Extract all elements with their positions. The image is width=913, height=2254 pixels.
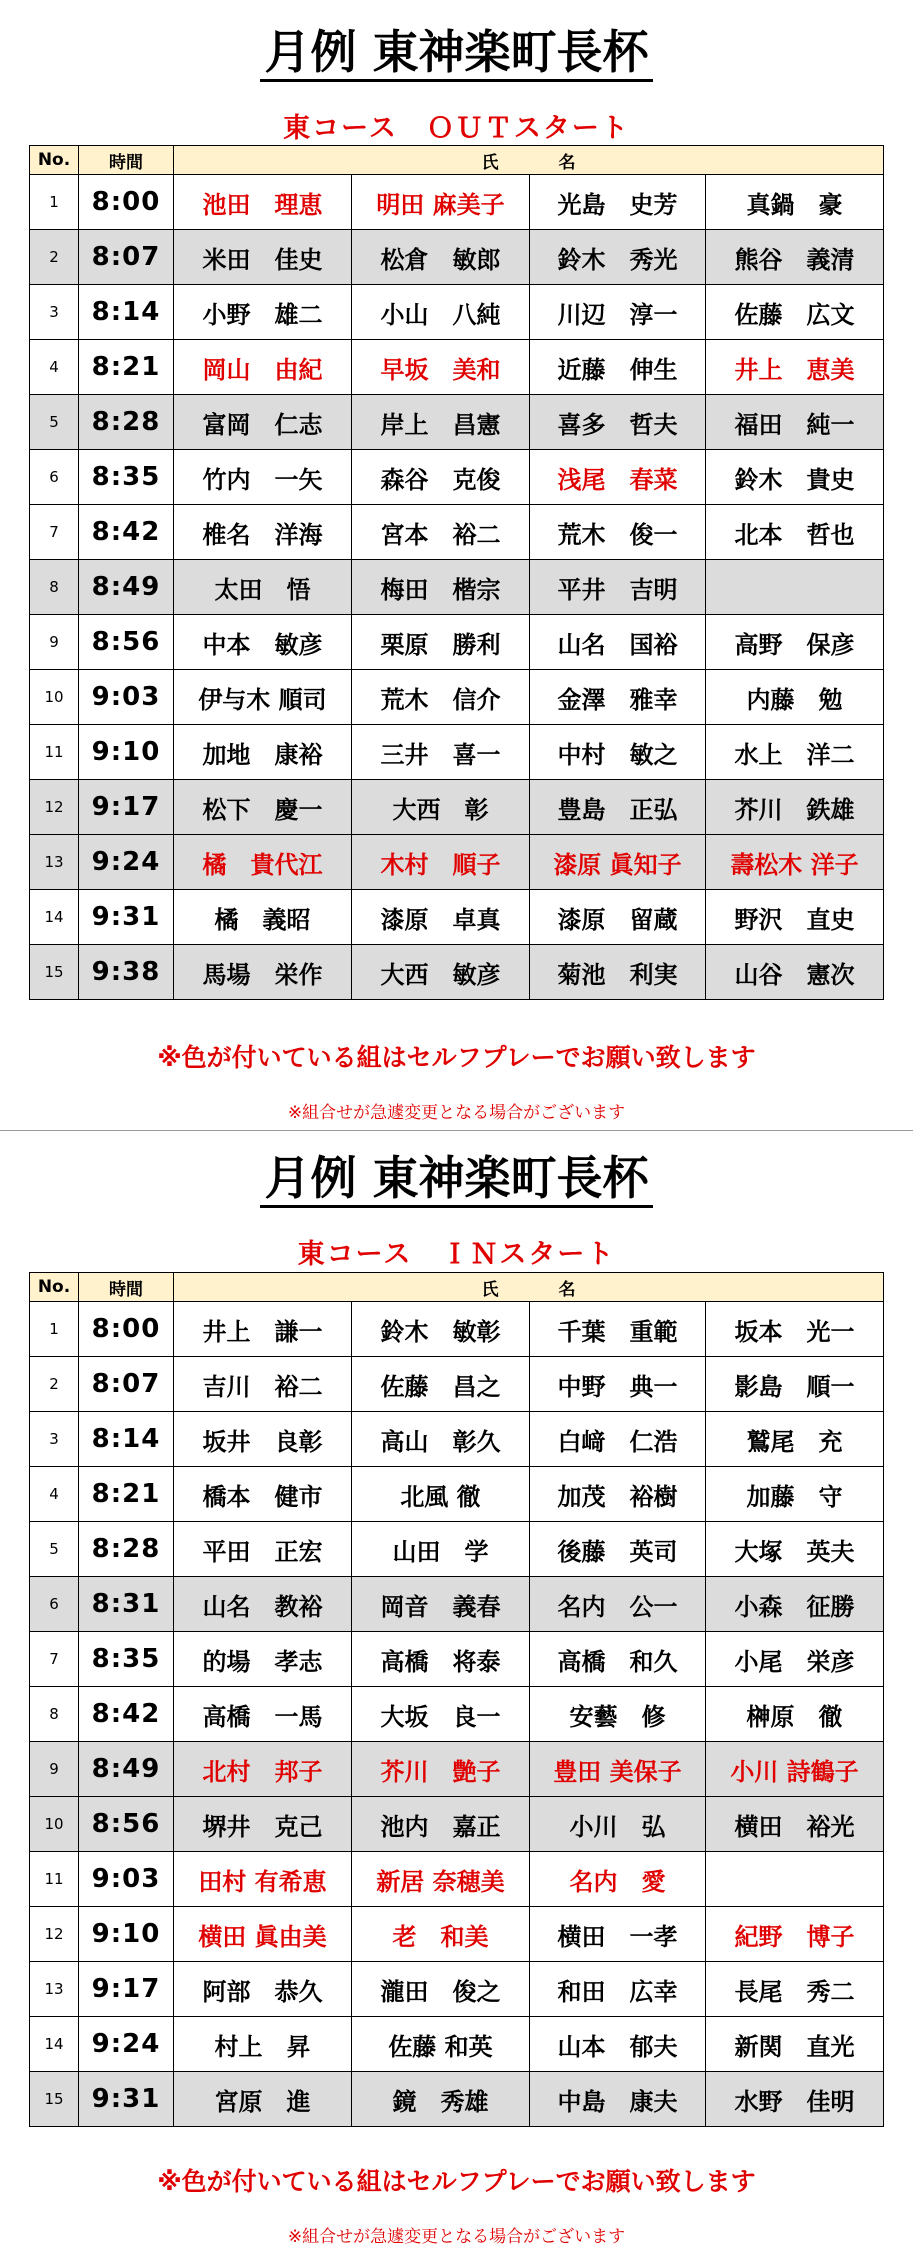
player-name: 加地 康裕 bbox=[174, 725, 352, 780]
tee-time: 8:35 bbox=[79, 450, 174, 505]
group-number: 8 bbox=[30, 1687, 79, 1742]
player-name: 大西 敏彦 bbox=[352, 945, 530, 1000]
table-row bbox=[30, 560, 884, 615]
table-row bbox=[30, 340, 884, 395]
group-number: 11 bbox=[30, 725, 79, 780]
player-name: 新居 奈穂美 bbox=[352, 1852, 530, 1907]
tee-time: 9:38 bbox=[79, 945, 174, 1000]
player-name: 坂井 良彰 bbox=[174, 1412, 352, 1467]
player-name: 菊池 利実 bbox=[530, 945, 706, 1000]
tee-time: 9:03 bbox=[79, 670, 174, 725]
group-number: 14 bbox=[30, 2017, 79, 2072]
group-number: 15 bbox=[30, 945, 79, 1000]
player-name: 近藤 伸生 bbox=[530, 340, 706, 395]
tee-time: 8:31 bbox=[79, 1577, 174, 1632]
player-name: 大西 彰 bbox=[352, 780, 530, 835]
player-name: 榊原 徹 bbox=[706, 1687, 884, 1742]
tee-time: 8:14 bbox=[79, 285, 174, 340]
player-name: 岡音 義春 bbox=[352, 1577, 530, 1632]
group-number: 9 bbox=[30, 615, 79, 670]
group-number: 9 bbox=[30, 1742, 79, 1797]
player-name: 福田 純一 bbox=[706, 395, 884, 450]
player-name: 宮原 進 bbox=[174, 2072, 352, 2127]
header-name: 氏名 bbox=[174, 146, 884, 175]
group-number: 7 bbox=[30, 1632, 79, 1687]
group-number: 5 bbox=[30, 395, 79, 450]
player-name: 松下 慶一 bbox=[174, 780, 352, 835]
player-name: 豊田 美保子 bbox=[530, 1742, 706, 1797]
group-number: 12 bbox=[30, 1907, 79, 1962]
player-name: 豊島 正弘 bbox=[530, 780, 706, 835]
player-name: 老 和美 bbox=[352, 1907, 530, 1962]
player-name: 紀野 博子 bbox=[706, 1907, 884, 1962]
table-row bbox=[30, 285, 884, 340]
player-name: 北本 哲也 bbox=[706, 505, 884, 560]
group-number: 2 bbox=[30, 230, 79, 285]
player-name: 中村 敏之 bbox=[530, 725, 706, 780]
table-row bbox=[30, 1632, 884, 1687]
player-name: 安藝 修 bbox=[530, 1687, 706, 1742]
group-number: 13 bbox=[30, 835, 79, 890]
tee-time: 8:28 bbox=[79, 1522, 174, 1577]
player-name: 三井 喜一 bbox=[352, 725, 530, 780]
tee-time: 8:21 bbox=[79, 340, 174, 395]
player-name: 吉川 裕二 bbox=[174, 1357, 352, 1412]
player-name: 金澤 雅幸 bbox=[530, 670, 706, 725]
group-number: 1 bbox=[30, 175, 79, 230]
player-name: 村上 昇 bbox=[174, 2017, 352, 2072]
player-name: 壽松木 洋子 bbox=[706, 835, 884, 890]
group-number: 1 bbox=[30, 1302, 79, 1357]
player-name: 鈴木 貴史 bbox=[706, 450, 884, 505]
group-number: 11 bbox=[30, 1852, 79, 1907]
player-name: 小野 雄二 bbox=[174, 285, 352, 340]
player-name: 伊与木 順司 bbox=[174, 670, 352, 725]
player-name: 水野 佳明 bbox=[706, 2072, 884, 2127]
tee-time: 8:42 bbox=[79, 1687, 174, 1742]
player-name: 漆原 留蔵 bbox=[530, 890, 706, 945]
group-number: 12 bbox=[30, 780, 79, 835]
player-name: 高野 保彦 bbox=[706, 615, 884, 670]
group-number: 14 bbox=[30, 890, 79, 945]
change-note-out: ※組合せが急遽変更となる場合がございます bbox=[287, 1103, 626, 1123]
player-name: 高橋 一馬 bbox=[174, 1687, 352, 1742]
player-name: 芥川 鉄雄 bbox=[706, 780, 884, 835]
table-row bbox=[30, 1357, 884, 1412]
group-number: 10 bbox=[30, 1797, 79, 1852]
player-name: 高橋 和久 bbox=[530, 1632, 706, 1687]
group-number: 4 bbox=[30, 340, 79, 395]
tee-time: 9:31 bbox=[79, 890, 174, 945]
group-number: 4 bbox=[30, 1467, 79, 1522]
player-name: 佐藤 昌之 bbox=[352, 1357, 530, 1412]
player-name: 内藤 勉 bbox=[706, 670, 884, 725]
player-name: 野沢 直史 bbox=[706, 890, 884, 945]
player-name: 和田 広幸 bbox=[530, 1962, 706, 2017]
table-row bbox=[30, 1962, 884, 2017]
tee-sheet-out bbox=[29, 145, 884, 1000]
tee-time: 8:21 bbox=[79, 1467, 174, 1522]
self-play-note-out: ※色が付いている組はセルフプレーでお願い致します bbox=[157, 1043, 756, 1072]
player-name: 井上 謙一 bbox=[174, 1302, 352, 1357]
player-name: 池田 理恵 bbox=[174, 175, 352, 230]
table-row bbox=[30, 890, 884, 945]
player-name: 高橋 将泰 bbox=[352, 1632, 530, 1687]
self-play-note-in: ※色が付いている組はセルフプレーでお願い致します bbox=[157, 2167, 756, 2196]
table-row bbox=[30, 725, 884, 780]
player-name: 中野 典一 bbox=[530, 1357, 706, 1412]
group-number: 3 bbox=[30, 285, 79, 340]
table-row bbox=[30, 1302, 884, 1357]
tee-time: 8:28 bbox=[79, 395, 174, 450]
player-name: 栗原 勝利 bbox=[352, 615, 530, 670]
table-row bbox=[30, 1522, 884, 1577]
player-name: 橋本 健市 bbox=[174, 1467, 352, 1522]
player-name: 馬場 栄作 bbox=[174, 945, 352, 1000]
player-name: 米田 佳史 bbox=[174, 230, 352, 285]
table-row bbox=[30, 670, 884, 725]
player-name: 堺井 克己 bbox=[174, 1797, 352, 1852]
header-time: 時間 bbox=[79, 1273, 174, 1302]
player-name: 山本 郁夫 bbox=[530, 2017, 706, 2072]
player-name: 新関 直光 bbox=[706, 2017, 884, 2072]
player-name: 中本 敏彦 bbox=[174, 615, 352, 670]
player-name: 山田 学 bbox=[352, 1522, 530, 1577]
table-row bbox=[30, 2017, 884, 2072]
player-name: 長尾 秀二 bbox=[706, 1962, 884, 2017]
player-name: 早坂 美和 bbox=[352, 340, 530, 395]
table-row bbox=[30, 1412, 884, 1467]
player-name: 荒木 俊一 bbox=[530, 505, 706, 560]
table-row bbox=[30, 175, 884, 230]
player-name: 小川 詩鶴子 bbox=[706, 1742, 884, 1797]
player-name: 後藤 英司 bbox=[530, 1522, 706, 1577]
course-label-in: 東コース ＩＮスタート bbox=[297, 1239, 616, 1270]
player-name: 大坂 良一 bbox=[352, 1687, 530, 1742]
player-name: 山名 教裕 bbox=[174, 1577, 352, 1632]
player-name: 影島 順一 bbox=[706, 1357, 884, 1412]
course-label-out: 東コース ＯＵＴスタート bbox=[283, 113, 630, 144]
tee-time: 9:10 bbox=[79, 1907, 174, 1962]
group-number: 8 bbox=[30, 560, 79, 615]
table-row bbox=[30, 395, 884, 450]
group-number: 15 bbox=[30, 2072, 79, 2127]
player-name: 椎名 洋海 bbox=[174, 505, 352, 560]
tee-time: 8:00 bbox=[79, 1302, 174, 1357]
tee-time: 9:24 bbox=[79, 2017, 174, 2072]
player-name: 荒木 信介 bbox=[352, 670, 530, 725]
player-name: 田村 有希恵 bbox=[174, 1852, 352, 1907]
player-name: 岸上 昌憲 bbox=[352, 395, 530, 450]
table-row bbox=[30, 1797, 884, 1852]
table-row bbox=[30, 230, 884, 285]
header-no: No. bbox=[30, 1273, 79, 1302]
player-name: 水上 洋二 bbox=[706, 725, 884, 780]
page-title-out: 月例 東神楽町長杯 bbox=[0, 24, 913, 80]
player-name: 鈴木 敏彰 bbox=[352, 1302, 530, 1357]
player-name: 真鍋 豪 bbox=[706, 175, 884, 230]
group-number: 6 bbox=[30, 1577, 79, 1632]
tee-time: 9:10 bbox=[79, 725, 174, 780]
player-name: 千葉 重範 bbox=[530, 1302, 706, 1357]
player-name: 漆原 眞知子 bbox=[530, 835, 706, 890]
page-title-in: 月例 東神楽町長杯 bbox=[0, 1150, 913, 1206]
player-name: 横田 眞由美 bbox=[174, 1907, 352, 1962]
player-name: 光島 史芳 bbox=[530, 175, 706, 230]
section-divider bbox=[0, 1130, 913, 1131]
table-row bbox=[30, 1687, 884, 1742]
player-name: 横田 裕光 bbox=[706, 1797, 884, 1852]
player-name: 森谷 克俊 bbox=[352, 450, 530, 505]
group-number: 6 bbox=[30, 450, 79, 505]
tee-time: 8:14 bbox=[79, 1412, 174, 1467]
player-name: 梅田 楷宗 bbox=[352, 560, 530, 615]
player-name: 橘 貴代江 bbox=[174, 835, 352, 890]
player-name: 池内 嘉正 bbox=[352, 1797, 530, 1852]
player-name: 阿部 恭久 bbox=[174, 1962, 352, 2017]
tee-time: 8:07 bbox=[79, 1357, 174, 1412]
tee-time: 9:24 bbox=[79, 835, 174, 890]
player-name: 平田 正宏 bbox=[174, 1522, 352, 1577]
tee-time: 9:17 bbox=[79, 780, 174, 835]
table-row bbox=[30, 2072, 884, 2127]
tee-time: 8:49 bbox=[79, 1742, 174, 1797]
player-name: 瀧田 俊之 bbox=[352, 1962, 530, 2017]
player-name: 名内 公一 bbox=[530, 1577, 706, 1632]
table-row bbox=[30, 1577, 884, 1632]
table-row bbox=[30, 835, 884, 890]
player-name: 的場 孝志 bbox=[174, 1632, 352, 1687]
tee-time: 8:00 bbox=[79, 175, 174, 230]
player-name: 鷲尾 充 bbox=[706, 1412, 884, 1467]
player-name: 大塚 英夫 bbox=[706, 1522, 884, 1577]
tee-time: 9:17 bbox=[79, 1962, 174, 2017]
table-row bbox=[30, 1852, 884, 1907]
table-row bbox=[30, 505, 884, 560]
player-name: 宮本 裕二 bbox=[352, 505, 530, 560]
player-name: 白﨑 仁浩 bbox=[530, 1412, 706, 1467]
player-name: 小森 征勝 bbox=[706, 1577, 884, 1632]
player-name: 鈴木 秀光 bbox=[530, 230, 706, 285]
table-row bbox=[30, 1742, 884, 1797]
player-name: 中島 康夫 bbox=[530, 2072, 706, 2127]
group-number: 7 bbox=[30, 505, 79, 560]
tee-time: 8:49 bbox=[79, 560, 174, 615]
tee-time: 8:56 bbox=[79, 1797, 174, 1852]
player-name: 鏡 秀雄 bbox=[352, 2072, 530, 2127]
header-no: No. bbox=[30, 146, 79, 175]
player-name: 川辺 淳一 bbox=[530, 285, 706, 340]
tee-time: 8:35 bbox=[79, 1632, 174, 1687]
tee-sheet-in bbox=[29, 1272, 884, 2127]
player-name: 加藤 守 bbox=[706, 1467, 884, 1522]
player-name: 小川 弘 bbox=[530, 1797, 706, 1852]
group-number: 13 bbox=[30, 1962, 79, 2017]
header-name: 氏名 bbox=[174, 1273, 884, 1302]
table-row bbox=[30, 1467, 884, 1522]
group-number: 3 bbox=[30, 1412, 79, 1467]
player-name: 浅尾 春菜 bbox=[530, 450, 706, 505]
player-name: 加茂 裕樹 bbox=[530, 1467, 706, 1522]
player-name: 富岡 仁志 bbox=[174, 395, 352, 450]
player-name: 松倉 敏郎 bbox=[352, 230, 530, 285]
player-name: 太田 悟 bbox=[174, 560, 352, 615]
table-row bbox=[30, 945, 884, 1000]
player-name bbox=[706, 560, 884, 615]
tee-time: 8:07 bbox=[79, 230, 174, 285]
player-name: 小山 八純 bbox=[352, 285, 530, 340]
table-row bbox=[30, 780, 884, 835]
player-name: 竹内 一矢 bbox=[174, 450, 352, 505]
player-name: 明田 麻美子 bbox=[352, 175, 530, 230]
table-row bbox=[30, 450, 884, 505]
player-name: 岡山 由紀 bbox=[174, 340, 352, 395]
player-name: 芥川 艶子 bbox=[352, 1742, 530, 1797]
tee-time: 9:31 bbox=[79, 2072, 174, 2127]
change-note-in: ※組合せが急遽変更となる場合がございます bbox=[287, 2227, 626, 2247]
player-name: 小尾 栄彦 bbox=[706, 1632, 884, 1687]
player-name: 橘 義昭 bbox=[174, 890, 352, 945]
player-name: 北村 邦子 bbox=[174, 1742, 352, 1797]
player-name bbox=[706, 1852, 884, 1907]
player-name: 北風 徹 bbox=[352, 1467, 530, 1522]
player-name: 坂本 光一 bbox=[706, 1302, 884, 1357]
player-name: 佐藤 和英 bbox=[352, 2017, 530, 2072]
group-number: 5 bbox=[30, 1522, 79, 1577]
player-name: 横田 一孝 bbox=[530, 1907, 706, 1962]
header-time: 時間 bbox=[79, 146, 174, 175]
table-row bbox=[30, 1907, 884, 1962]
player-name: 平井 吉明 bbox=[530, 560, 706, 615]
group-number: 10 bbox=[30, 670, 79, 725]
table-row bbox=[30, 615, 884, 670]
player-name: 熊谷 義清 bbox=[706, 230, 884, 285]
tee-time: 8:42 bbox=[79, 505, 174, 560]
player-name: 喜多 哲夫 bbox=[530, 395, 706, 450]
player-name: 木村 順子 bbox=[352, 835, 530, 890]
tee-time: 8:56 bbox=[79, 615, 174, 670]
player-name: 高山 彰久 bbox=[352, 1412, 530, 1467]
group-number: 2 bbox=[30, 1357, 79, 1412]
player-name: 山谷 憲次 bbox=[706, 945, 884, 1000]
player-name: 漆原 卓真 bbox=[352, 890, 530, 945]
tee-time: 9:03 bbox=[79, 1852, 174, 1907]
player-name: 井上 恵美 bbox=[706, 340, 884, 395]
player-name: 山名 国裕 bbox=[530, 615, 706, 670]
player-name: 名内 愛 bbox=[530, 1852, 706, 1907]
player-name: 佐藤 広文 bbox=[706, 285, 884, 340]
